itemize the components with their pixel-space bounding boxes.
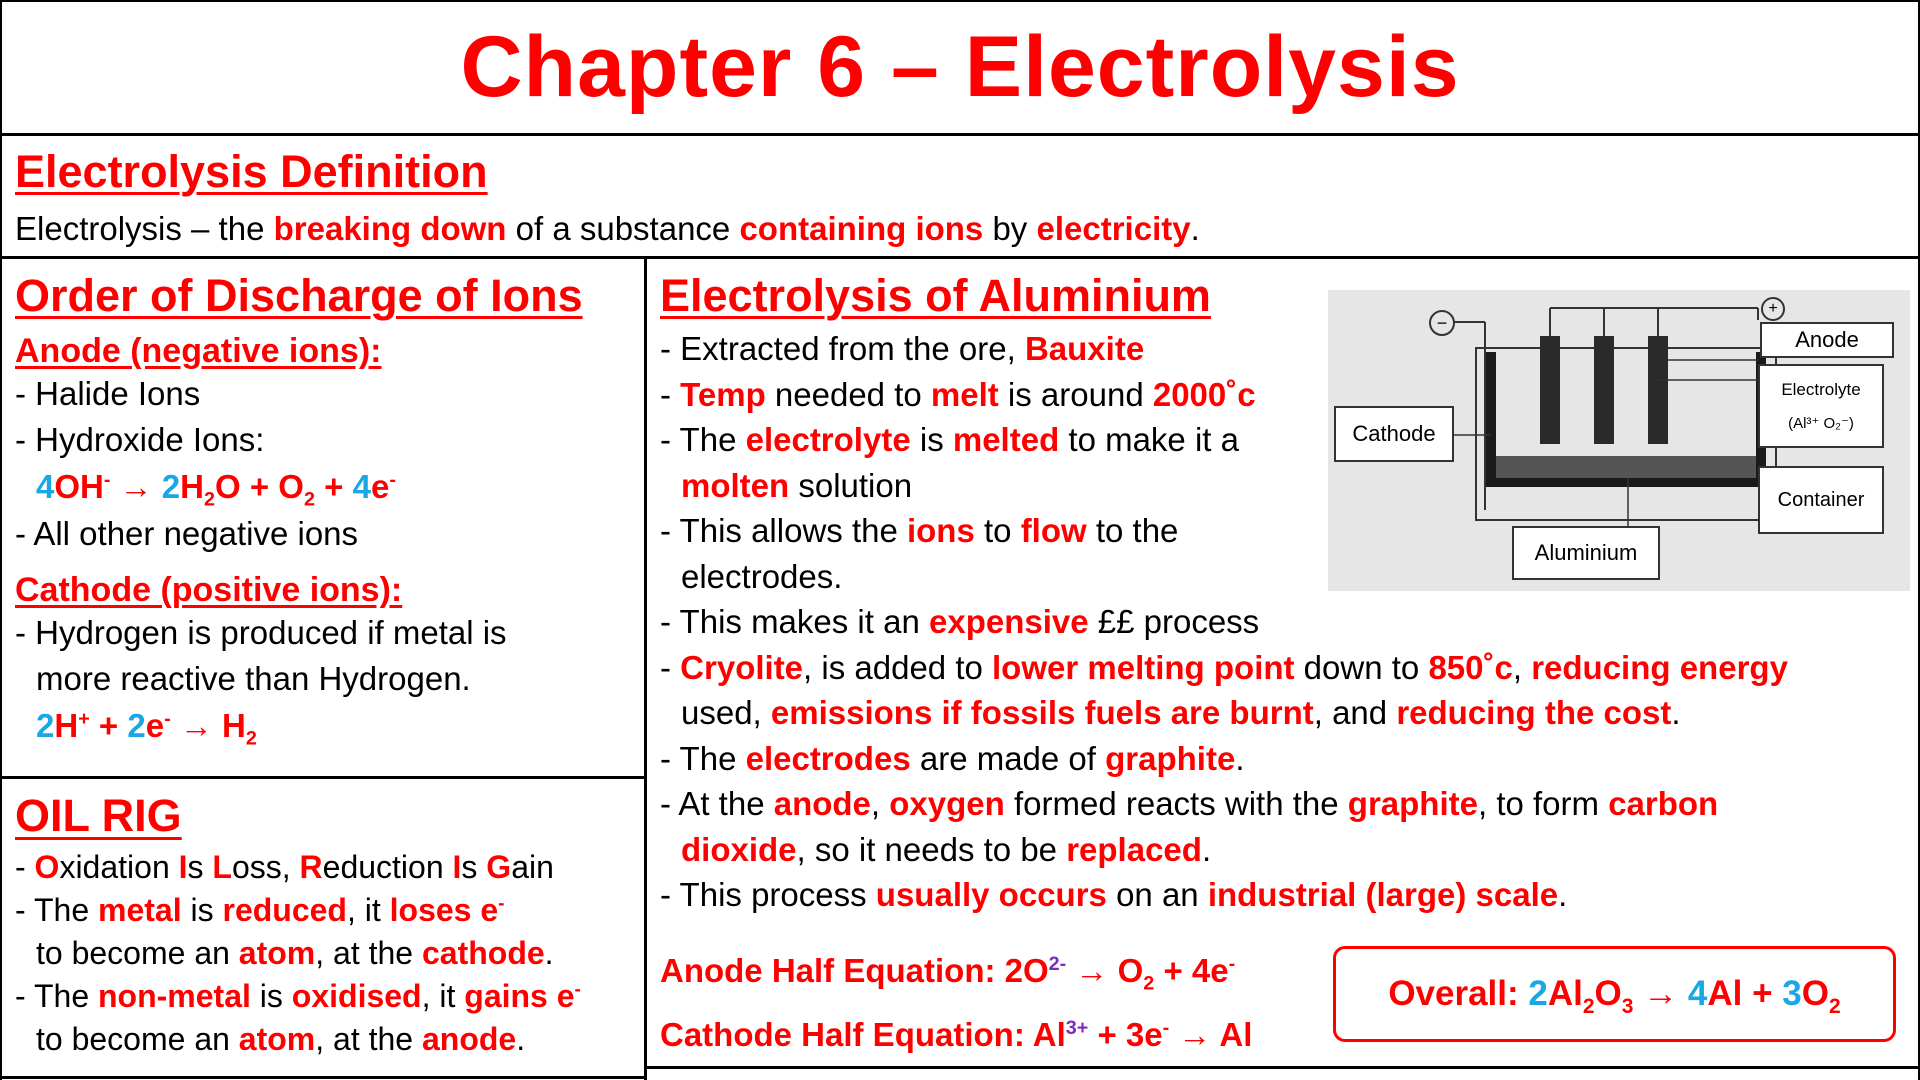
anode-label: Anode (1760, 322, 1894, 358)
oilrig-line (15, 932, 645, 975)
eq-part: O (1801, 974, 1829, 1013)
eq-term: e (145, 707, 165, 744)
eq-part: → Al (1169, 1016, 1253, 1053)
keyword: emissions if fossils fuels are burnt (770, 694, 1314, 731)
text-part: . (1201, 830, 1212, 868)
bullet-cont: electrodes. (681, 557, 843, 595)
eq-subscript: 2 (1828, 995, 1841, 1018)
text-part: down to (1294, 648, 1429, 686)
definition-keyword: breaking down (273, 210, 507, 247)
definition-section (15, 146, 1200, 252)
definition-divider (0, 256, 1920, 259)
text-part: to become an (36, 935, 239, 971)
eq-coefficient: 3 (1782, 974, 1802, 1013)
text-part: . (544, 935, 554, 971)
definition-part: by (983, 210, 1037, 247)
oilrig-line (15, 1018, 645, 1061)
text-part: . (516, 1021, 526, 1057)
text-part: is (910, 421, 953, 458)
oilrig-acronym: - Oxidation Is Loss, Reduction Is Gain (15, 849, 554, 885)
text-part: , it (421, 978, 465, 1014)
text-part: is (250, 978, 292, 1014)
anode-subheading: Anode (negative ions): (15, 332, 382, 370)
text-part: needed to (765, 375, 931, 413)
keyword: carbon (1608, 785, 1719, 822)
keyword: metal (98, 892, 182, 928)
eq-term: + (314, 468, 353, 505)
keyword: molten (681, 466, 790, 504)
text-part: , at the (315, 935, 422, 971)
oilrig-section (15, 790, 645, 1061)
definition-part: Electrolysis – the (15, 210, 274, 247)
electrolyte-label-text: Electrolyte (1781, 380, 1861, 399)
keyword: Cryolite (680, 648, 804, 686)
eq-coefficient: 2 (1528, 974, 1548, 1013)
hydroxide-equation: $4OH^- \to 2H_2O + O_2 + 4e^-$ (36, 468, 396, 511)
keyword: Temp (680, 375, 766, 413)
bottom-left-line (0, 1076, 646, 1079)
keyword: graphite (1105, 739, 1236, 777)
eq-subscript: 2 (1143, 972, 1155, 995)
cathode-label: Cathode (1334, 406, 1454, 462)
eq-term: O + O (215, 468, 304, 505)
keyword: atom (238, 935, 316, 971)
keyword: cathode (421, 935, 545, 971)
definition-heading: Electrolysis Definition (15, 146, 488, 197)
definition-keyword: electricity (1036, 210, 1191, 247)
acronym-part: ain (511, 849, 554, 885)
text-part: - The (660, 739, 746, 777)
text-part: is (181, 892, 223, 928)
text-part: . (1671, 694, 1681, 731)
anode-item: - Hydroxide Ions: (15, 421, 265, 458)
electrolyte-label (1758, 364, 1884, 448)
oilrig-divider (0, 776, 646, 779)
acronym-letter: G (486, 849, 512, 885)
hydrogen-equation: $2H^+ + 2e^- \to H_2$ (36, 707, 257, 750)
text-part: . (1235, 739, 1245, 777)
bottom-right-line (646, 1066, 1920, 1069)
text-part: - (660, 648, 681, 686)
text-part: - The (15, 892, 98, 928)
keyword: lower melting point (992, 648, 1295, 686)
frame-left (0, 0, 2, 1080)
anode-item: - Halide Ions (15, 375, 201, 412)
text-part: - The (15, 978, 98, 1014)
bullet (660, 736, 1910, 782)
text-part: , (1512, 648, 1532, 686)
text-part: , it (346, 892, 390, 928)
eq-charge: - (1162, 1017, 1170, 1039)
keyword: 850˚c (1428, 648, 1513, 686)
text-part: , so it needs to be (796, 830, 1067, 868)
text-part: formed reacts with the (1004, 785, 1348, 822)
keyword: graphite (1347, 785, 1478, 822)
overall-equation-box (1333, 946, 1896, 1042)
eq-coefficient: 4 (352, 468, 371, 505)
positive-terminal-icon: + (1761, 297, 1785, 321)
text-part: - This allows the (660, 512, 907, 549)
container-label: Container (1758, 466, 1884, 534)
eq-coefficient: 4 (1687, 974, 1708, 1013)
eq-term: H (180, 468, 204, 505)
eq-subscript: 3 (1621, 995, 1634, 1018)
eq-charge: 2- (1048, 953, 1067, 975)
eq-part: Al (1547, 974, 1583, 1013)
oilrig-heading: OIL RIG (15, 790, 182, 841)
keyword: non-metal (98, 978, 251, 1014)
cathode-item: - Hydrogen is produced if metal is (15, 614, 507, 651)
eq-part: Anode Half Equation: 2O (660, 952, 1049, 989)
text-part: is around (998, 375, 1153, 413)
text-part: to the (1086, 512, 1179, 549)
keyword: 2000˚c (1152, 375, 1256, 413)
definition-part: . (1190, 210, 1200, 247)
keyword: reducing the cost (1396, 694, 1672, 731)
eq-part: → (1633, 974, 1688, 1013)
acronym-part: xidation (59, 849, 179, 885)
text-part: , and (1313, 694, 1397, 731)
keyword: industrial (large) scale (1207, 876, 1559, 913)
text-part: - (660, 375, 681, 413)
eq-part: O (1594, 974, 1622, 1013)
negative-terminal-icon: − (1429, 310, 1455, 336)
keyword: melted (952, 421, 1060, 458)
acronym-letter: L (212, 849, 232, 885)
text-part: - This makes it an (660, 603, 929, 640)
keyword: loses e (389, 892, 499, 928)
text-part: , (870, 785, 890, 822)
text-part: solution (789, 466, 913, 504)
text-part: used, (681, 694, 771, 731)
eq-term: e (370, 468, 390, 505)
eq-term: H (222, 707, 246, 744)
keyword: anode (773, 785, 871, 822)
discharge-heading: Order of Discharge of Ions (15, 270, 583, 321)
eq-part: Overall: (1388, 974, 1529, 1013)
eq-subscript: 2 (1582, 995, 1595, 1018)
eq-term: OH (54, 468, 104, 505)
keyword: Bauxite (1024, 330, 1145, 367)
acronym-part: eduction (322, 849, 453, 885)
bullet (660, 599, 1910, 645)
keyword: flow (1020, 512, 1087, 549)
bullet (660, 781, 1910, 827)
anode-half-equation (660, 952, 1236, 995)
text-part: - This process (660, 876, 876, 913)
title-bar (0, 0, 1920, 134)
bullet (660, 872, 1910, 918)
text-part: on an (1106, 876, 1208, 913)
acronym-letter: R (299, 849, 323, 885)
text-part: are made of (910, 739, 1106, 777)
text-part: to make it a (1059, 421, 1239, 458)
text-part: . (1558, 876, 1568, 913)
definition-part: of a substance (506, 210, 740, 247)
keyword: dioxide (681, 830, 797, 868)
anode-item: - All other negative ions (15, 515, 359, 552)
keyword: electrolyte (745, 421, 911, 458)
keyword: atom (238, 1021, 316, 1057)
oilrig-line: - The non-metal is oxidised, it gains e- (15, 978, 581, 1014)
keyword: melt (930, 375, 999, 413)
acronym-letter: O (34, 849, 60, 885)
keyword: usually occurs (875, 876, 1107, 913)
text-part: ££ process (1088, 603, 1260, 640)
keyword: expensive (928, 603, 1089, 640)
eq-coefficient: 2 (161, 468, 181, 505)
cathode-half-equation (660, 1016, 1252, 1054)
aluminium-heading: Electrolysis of Aluminium (660, 270, 1211, 321)
discharge-section (15, 270, 645, 750)
eq-term: + (89, 707, 128, 744)
text-part: - At the (660, 785, 774, 822)
electrolyte-formula: (Al³⁺ O₂⁻) (1788, 415, 1854, 432)
eq-coefficient: 2 (36, 707, 55, 744)
acronym-part: s (187, 849, 213, 885)
eq-part: → O (1066, 952, 1144, 989)
keyword: electrodes (745, 739, 911, 777)
text-part: to become an (36, 1021, 239, 1057)
keyword: gains e (464, 978, 575, 1014)
acronym-part: oss, (231, 849, 300, 885)
text-part: - The (660, 421, 746, 458)
cathode-subheading: Cathode (positive ions): (15, 571, 403, 609)
electrolysis-cell-diagram (1328, 290, 1910, 591)
text-part: - Extracted from the ore, (660, 330, 1025, 367)
bullet-cont (660, 690, 1910, 736)
keyword: anode (421, 1021, 517, 1057)
bullet (660, 645, 1910, 691)
acronym-letter: I (178, 849, 188, 885)
keyword: oxidised (291, 978, 422, 1014)
eq-coefficient: 4 (36, 468, 55, 505)
keyword: reduced (222, 892, 347, 928)
arrow-icon: → (170, 707, 223, 744)
text-part: , at the (315, 1021, 422, 1057)
overall-equation (1388, 974, 1841, 1018)
eq-term: H (54, 707, 79, 744)
page-title: Chapter 6 – Electrolysis (460, 18, 1460, 115)
keyword: ions (906, 512, 975, 549)
keyword: oxygen (889, 785, 1005, 822)
definition-text (15, 206, 1200, 252)
bullet-cont (660, 827, 1910, 873)
keyword: replaced (1066, 830, 1202, 868)
acronym-part: s (461, 849, 487, 885)
aluminium-label: Aluminium (1512, 526, 1660, 580)
eq-coefficient: 2 (127, 707, 146, 744)
eq-charge: - (1228, 953, 1236, 975)
text-part: , is added to (803, 648, 993, 686)
eq-part: + 4e (1154, 952, 1229, 989)
cathode-item-cont: more reactive than Hydrogen. (36, 660, 471, 697)
eq-part: Cathode Half Equation: Al (660, 1016, 1066, 1053)
definition-keyword: containing ions (739, 210, 984, 247)
keyword: reducing energy (1531, 648, 1788, 686)
acronym-letter: I (452, 849, 462, 885)
text-part: , to form (1477, 785, 1609, 822)
eq-part: Al + (1707, 974, 1783, 1013)
eq-charge: 3+ (1065, 1017, 1089, 1039)
arrow-icon: → (110, 468, 162, 505)
text-part: to (974, 512, 1021, 549)
oilrig-line: - The metal is reduced, it loses e- (15, 892, 505, 928)
eq-part: + 3e (1088, 1016, 1163, 1053)
